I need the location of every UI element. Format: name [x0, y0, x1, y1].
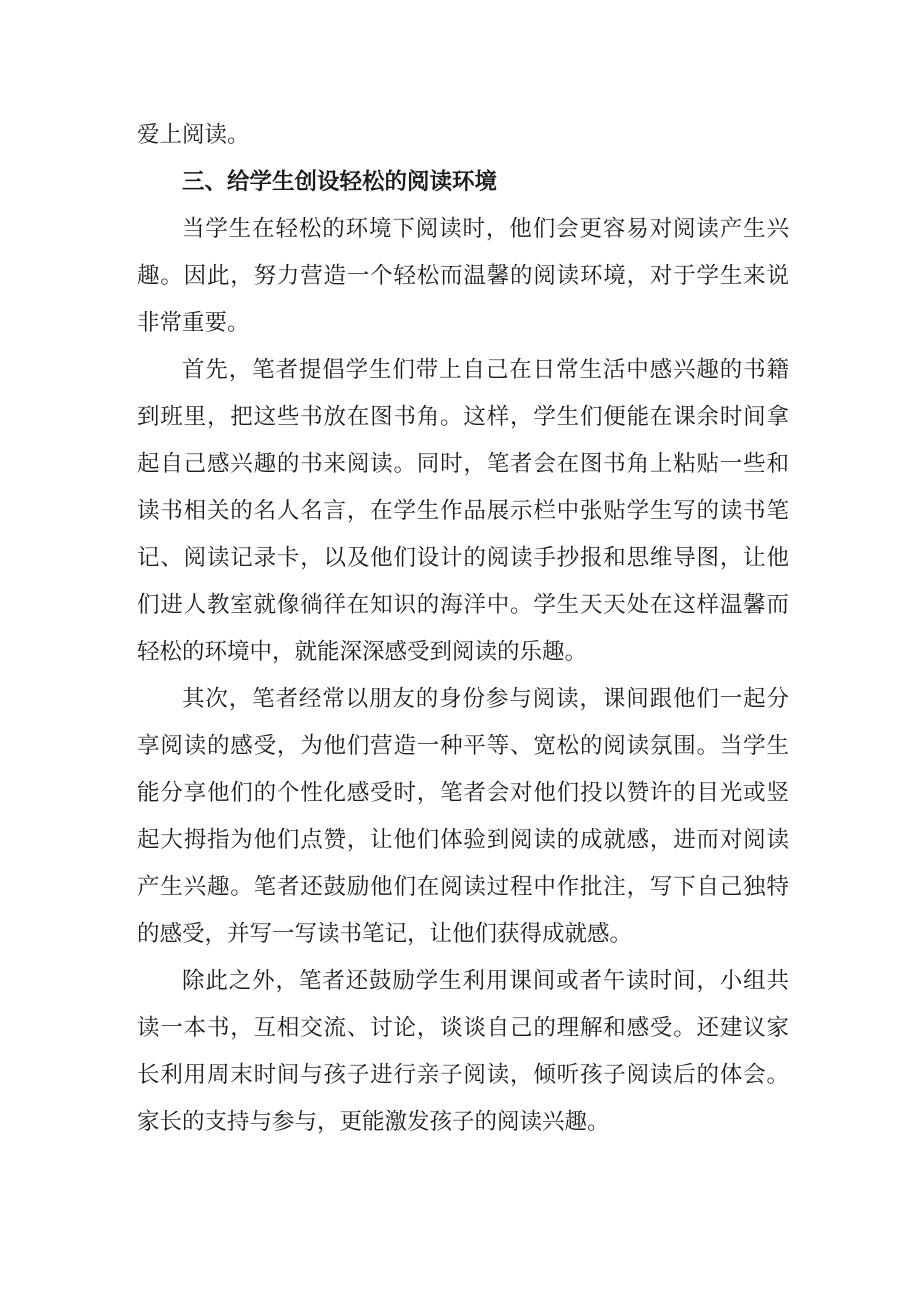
- document-page: [137, 112, 789, 1146]
- paragraph-3: 其次，笔者经常以朋友的身份参与阅读，课间跟他们一起分享阅读的感受，为他们营造一种平等、宽松的阅读氛围。当学生能分享他们的个性化感受时，笔者会对他们投以赞许的目光或竖起大拇指为他们点赞，让他们体验到阅读的成就感，进而对阅读产生兴趣。笔者还鼓励他们在阅读过程中作批注，写下自己独特的感受，并写一写读书笔记，让他们获得成就感。: [137, 686, 789, 947]
- section-heading: 三、给学生创设轻松的阅读环境: [182, 169, 498, 195]
- paragraph-1: 当学生在轻松的环境下阅读时，他们会更容易对阅读产生兴趣。因此，努力营造一个轻松而温馨的阅读环境，对于学生来说非常重要。: [137, 216, 789, 336]
- paragraph-2: 首先，笔者提倡学生们带上自己在日常生活中感兴趣的书籍到班里，把这些书放在图书角。这样，学生们便能在课余时间拿起自己感兴趣的书来阅读。同时，笔者会在图书角上粘贴一些和读书相关的名人名言，在学生作品展示栏中张贴学生写的读书笔记、阅读记录卡，以及他们设计的阅读手抄报和思维导图，让他们进人教室就像徜徉在知识的海洋中。学生天天处在这样温馨而轻松的环境中，就能深深感受到阅读的乐趣。: [137, 357, 789, 665]
- paragraph-continuation: 爱上阅读。: [137, 122, 250, 148]
- paragraph-4: 除此之外，笔者还鼓励学生利用课间或者午读时间，小组共读一本书，互相交流、讨论，谈谈自己的理解和感受。还建议家长利用周末时间与孩子进行亲子阅读，倾听孩子阅读后的体会。家长的支持与参与，更能激发孩子的阅读兴趣。: [137, 968, 789, 1135]
